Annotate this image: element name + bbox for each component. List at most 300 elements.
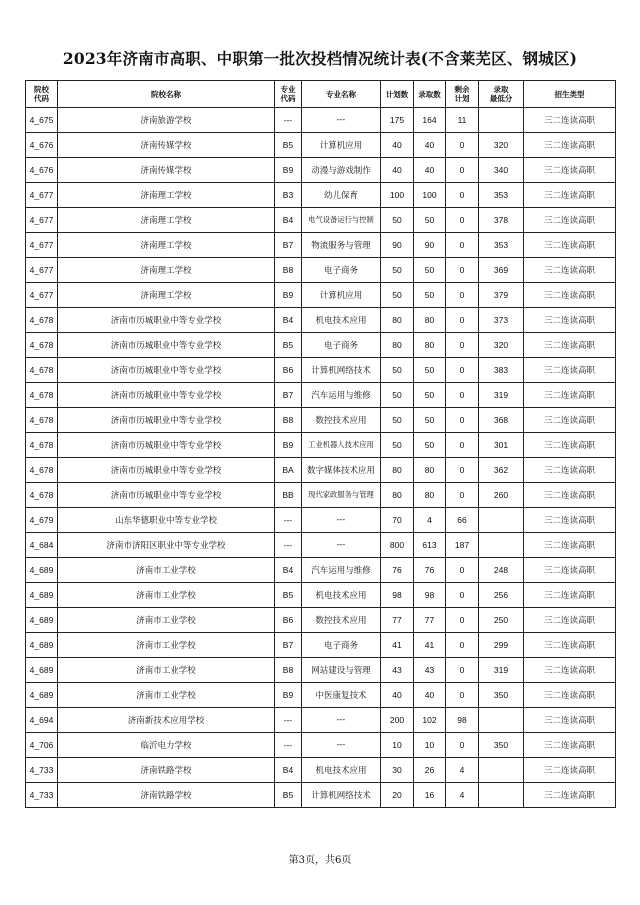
table-row: [26, 208, 616, 233]
school-name-cell: 济南市工业学校: [58, 583, 275, 608]
admitted-count-cell: 164: [414, 108, 446, 133]
admitted-count-cell: 90: [414, 233, 446, 258]
major-name-cell: 幼儿保育: [302, 183, 381, 208]
remaining-plan-cell: 11: [446, 108, 479, 133]
major-name-cell: 电子商务: [302, 333, 381, 358]
table-header-row: [26, 81, 616, 108]
major-code-cell: B9: [275, 683, 302, 708]
major-code-cell: B7: [275, 633, 302, 658]
remaining-plan-cell: 0: [446, 658, 479, 683]
table-row: [26, 258, 616, 283]
min-score-cell: 369: [479, 258, 524, 283]
page-number: 第3页，共6页: [288, 855, 352, 866]
plan-count-cell: 40: [381, 133, 414, 158]
admitted-count-cell: 50: [414, 208, 446, 233]
min-score-cell: 362: [479, 458, 524, 483]
major-code-cell: ---: [275, 508, 302, 533]
major-code-cell: ---: [275, 733, 302, 758]
school-code-cell: 4_678: [26, 358, 58, 383]
header-major-name-label: 专业名称: [326, 89, 356, 99]
major-name-cell: ---: [302, 533, 381, 558]
min-score-cell: 383: [479, 358, 524, 383]
remaining-plan-cell: 0: [446, 183, 479, 208]
major-code-cell: B5: [275, 783, 302, 808]
min-score-cell: 379: [479, 283, 524, 308]
enrollment-type-cell: 三二连读高职: [524, 258, 616, 283]
enrollment-type-cell: 三二连读高职: [524, 533, 616, 558]
plan-count-cell: 90: [381, 233, 414, 258]
school-code-cell: 4_689: [26, 583, 58, 608]
school-code-cell: 4_689: [26, 608, 58, 633]
header-school-code-line2: 代码: [34, 94, 49, 103]
remaining-plan-cell: 0: [446, 283, 479, 308]
school-code-cell: 4_677: [26, 183, 58, 208]
school-name-cell: 济南市历城职业中等专业学校: [58, 333, 275, 358]
min-score-cell: 340: [479, 158, 524, 183]
enrollment-type-cell: 三二连读高职: [524, 333, 616, 358]
remaining-plan-cell: 0: [446, 483, 479, 508]
min-score-cell: [479, 758, 524, 783]
plan-count-cell: 80: [381, 483, 414, 508]
min-score-cell: 350: [479, 683, 524, 708]
plan-count-cell: 80: [381, 333, 414, 358]
min-score-cell: 368: [479, 408, 524, 433]
table-row: [26, 708, 616, 733]
enrollment-type-cell: 三二连读高职: [524, 658, 616, 683]
plan-count-cell: 50: [381, 208, 414, 233]
header-major-code-line2: 代码: [280, 94, 296, 103]
remaining-plan-cell: 4: [446, 758, 479, 783]
enrollment-type-cell: 三二连读高职: [524, 783, 616, 808]
enrollment-type-cell: 三二连读高职: [524, 683, 616, 708]
admitted-count-cell: 40: [414, 158, 446, 183]
table-row: [26, 233, 616, 258]
table-row: [26, 383, 616, 408]
enrollment-type-cell: 三二连读高职: [524, 208, 616, 233]
admitted-count-cell: 50: [414, 358, 446, 383]
major-code-cell: B3: [275, 183, 302, 208]
table-row: [26, 758, 616, 783]
major-name-cell: 数控技术应用: [302, 608, 381, 633]
remaining-plan-cell: 0: [446, 208, 479, 233]
plan-count-cell: 80: [381, 458, 414, 483]
admission-table: [25, 80, 616, 808]
school-code-cell: 4_694: [26, 708, 58, 733]
table-row: [26, 483, 616, 508]
enrollment-type-cell: 三二连读高职: [524, 608, 616, 633]
major-name-cell: 物流服务与管理: [302, 233, 381, 258]
school-name-cell: 济南市历城职业中等专业学校: [58, 308, 275, 333]
table-body: [26, 108, 616, 808]
table-row: [26, 133, 616, 158]
enrollment-type-cell: 三二连读高职: [524, 458, 616, 483]
major-code-cell: BA: [275, 458, 302, 483]
major-code-cell: B8: [275, 408, 302, 433]
plan-count-cell: 50: [381, 433, 414, 458]
major-name-cell: 机电技术应用: [302, 583, 381, 608]
header-plan-count: [381, 81, 414, 108]
major-code-cell: B9: [275, 283, 302, 308]
admitted-count-cell: 77: [414, 608, 446, 633]
table-row: [26, 508, 616, 533]
school-name-cell: 济南市工业学校: [58, 683, 275, 708]
enrollment-type-cell: 三二连读高职: [524, 433, 616, 458]
min-score-cell: 250: [479, 608, 524, 633]
major-code-cell: ---: [275, 108, 302, 133]
school-code-cell: 4_678: [26, 483, 58, 508]
enrollment-type-cell: 三二连读高职: [524, 583, 616, 608]
major-code-cell: B6: [275, 608, 302, 633]
remaining-plan-cell: 0: [446, 383, 479, 408]
major-code-cell: B4: [275, 208, 302, 233]
enrollment-type-cell: 三二连读高职: [524, 708, 616, 733]
remaining-plan-cell: 0: [446, 458, 479, 483]
major-code-cell: B5: [275, 133, 302, 158]
table-row: [26, 783, 616, 808]
enrollment-type-cell: 三二连读高职: [524, 558, 616, 583]
school-code-cell: 4_678: [26, 308, 58, 333]
admitted-count-cell: 40: [414, 683, 446, 708]
plan-count-cell: 50: [381, 258, 414, 283]
admitted-count-cell: 50: [414, 258, 446, 283]
admitted-count-cell: 613: [414, 533, 446, 558]
school-name-cell: 济南新技术应用学校: [58, 708, 275, 733]
min-score-cell: 320: [479, 133, 524, 158]
school-name-cell: 济南市历城职业中等专业学校: [58, 383, 275, 408]
major-name-cell: 汽车运用与维修: [302, 383, 381, 408]
table-row: [26, 583, 616, 608]
school-name-cell: 济南理工学校: [58, 183, 275, 208]
enrollment-type-cell: 三二连读高职: [524, 383, 616, 408]
min-score-cell: 319: [479, 658, 524, 683]
header-min-score-line2: 最低分: [489, 94, 513, 103]
table-row: [26, 633, 616, 658]
admitted-count-cell: 80: [414, 458, 446, 483]
major-name-cell: 数控技术应用: [302, 408, 381, 433]
school-name-cell: 济南理工学校: [58, 208, 275, 233]
school-code-cell: 4_678: [26, 433, 58, 458]
plan-count-cell: 98: [381, 583, 414, 608]
enrollment-type-cell: 三二连读高职: [524, 633, 616, 658]
enrollment-type-cell: 三二连读高职: [524, 358, 616, 383]
major-name-cell: 机电技术应用: [302, 758, 381, 783]
school-code-cell: 4_733: [26, 783, 58, 808]
school-code-cell: 4_733: [26, 758, 58, 783]
school-name-cell: 济南铁路学校: [58, 758, 275, 783]
min-score-cell: 256: [479, 583, 524, 608]
school-code-cell: 4_678: [26, 458, 58, 483]
min-score-cell: 301: [479, 433, 524, 458]
header-enrollment-type: [524, 81, 616, 108]
school-name-cell: 济南理工学校: [58, 233, 275, 258]
school-code-cell: 4_677: [26, 233, 58, 258]
major-name-cell: ---: [302, 708, 381, 733]
major-code-cell: BB: [275, 483, 302, 508]
admitted-count-cell: 50: [414, 408, 446, 433]
min-score-cell: 299: [479, 633, 524, 658]
school-code-cell: 4_677: [26, 258, 58, 283]
remaining-plan-cell: 0: [446, 683, 479, 708]
admitted-count-cell: 43: [414, 658, 446, 683]
plan-count-cell: 77: [381, 608, 414, 633]
enrollment-type-cell: 三二连读高职: [524, 158, 616, 183]
remaining-plan-cell: 66: [446, 508, 479, 533]
admitted-count-cell: 10: [414, 733, 446, 758]
table-row: [26, 733, 616, 758]
major-name-cell: ---: [302, 508, 381, 533]
admitted-count-cell: 50: [414, 383, 446, 408]
plan-count-cell: 800: [381, 533, 414, 558]
major-name-cell: 计算机网络技术: [302, 358, 381, 383]
table-row: [26, 458, 616, 483]
school-code-cell: 4_677: [26, 283, 58, 308]
major-name-cell: 电子商务: [302, 633, 381, 658]
min-score-cell: [479, 783, 524, 808]
admitted-count-cell: 26: [414, 758, 446, 783]
major-code-cell: B4: [275, 558, 302, 583]
table-row: [26, 658, 616, 683]
enrollment-type-cell: 三二连读高职: [524, 733, 616, 758]
table-row: [26, 408, 616, 433]
table-row: [26, 608, 616, 633]
plan-count-cell: 50: [381, 408, 414, 433]
admitted-count-cell: 102: [414, 708, 446, 733]
school-code-cell: 4_706: [26, 733, 58, 758]
min-score-cell: 373: [479, 308, 524, 333]
enrollment-type-cell: 三二连读高职: [524, 408, 616, 433]
plan-count-cell: 10: [381, 733, 414, 758]
header-plan-count-label: 计划数: [385, 89, 409, 99]
enrollment-type-cell: 三二连读高职: [524, 108, 616, 133]
major-name-cell: 现代家政服务与管理: [302, 483, 381, 508]
plan-count-cell: 30: [381, 758, 414, 783]
major-code-cell: B7: [275, 233, 302, 258]
major-code-cell: ---: [275, 708, 302, 733]
remaining-plan-cell: 0: [446, 608, 479, 633]
major-code-cell: B6: [275, 358, 302, 383]
major-name-cell: 计算机网络技术: [302, 783, 381, 808]
min-score-cell: [479, 108, 524, 133]
major-name-cell: ---: [302, 733, 381, 758]
remaining-plan-cell: 0: [446, 558, 479, 583]
min-score-cell: [479, 508, 524, 533]
school-name-cell: 济南市工业学校: [58, 558, 275, 583]
admitted-count-cell: 76: [414, 558, 446, 583]
major-name-cell: 动漫与游戏制作: [302, 158, 381, 183]
admitted-count-cell: 16: [414, 783, 446, 808]
table-row: [26, 433, 616, 458]
header-admitted-count-label: 录取数: [418, 89, 441, 99]
school-name-cell: 济南市历城职业中等专业学校: [58, 408, 275, 433]
min-score-cell: [479, 533, 524, 558]
enrollment-type-cell: 三二连读高职: [524, 283, 616, 308]
remaining-plan-cell: 0: [446, 158, 479, 183]
min-score-cell: 353: [479, 183, 524, 208]
school-name-cell: 济南市工业学校: [58, 633, 275, 658]
major-name-cell: 网站建设与管理: [302, 658, 381, 683]
major-code-cell: B5: [275, 583, 302, 608]
school-name-cell: 济南市历城职业中等专业学校: [58, 433, 275, 458]
min-score-cell: 378: [479, 208, 524, 233]
admitted-count-cell: 98: [414, 583, 446, 608]
remaining-plan-cell: 0: [446, 308, 479, 333]
remaining-plan-cell: 187: [446, 533, 479, 558]
enrollment-type-cell: 三二连读高职: [524, 483, 616, 508]
min-score-cell: 260: [479, 483, 524, 508]
school-code-cell: 4_678: [26, 383, 58, 408]
plan-count-cell: 40: [381, 158, 414, 183]
header-major-code-line1: 专业: [280, 85, 296, 94]
school-code-cell: 4_676: [26, 133, 58, 158]
header-remaining-plan: [446, 81, 479, 108]
remaining-plan-cell: 0: [446, 433, 479, 458]
min-score-cell: 319: [479, 383, 524, 408]
header-school-code: [26, 81, 58, 108]
plan-count-cell: 175: [381, 108, 414, 133]
remaining-plan-cell: 0: [446, 583, 479, 608]
school-code-cell: 4_678: [26, 333, 58, 358]
major-code-cell: B9: [275, 433, 302, 458]
min-score-cell: 350: [479, 733, 524, 758]
table-row: [26, 358, 616, 383]
plan-count-cell: 50: [381, 383, 414, 408]
admitted-count-cell: 41: [414, 633, 446, 658]
major-code-cell: B8: [275, 658, 302, 683]
major-code-cell: B9: [275, 158, 302, 183]
school-name-cell: 济南铁路学校: [58, 783, 275, 808]
school-name-cell: 济南市工业学校: [58, 658, 275, 683]
school-name-cell: 济南理工学校: [58, 258, 275, 283]
school-code-cell: 4_684: [26, 533, 58, 558]
header-school-code-line1: 院校: [34, 85, 49, 94]
major-code-cell: B7: [275, 383, 302, 408]
header-school-name: [58, 81, 275, 108]
admitted-count-cell: 50: [414, 433, 446, 458]
remaining-plan-cell: 0: [446, 233, 479, 258]
plan-count-cell: 43: [381, 658, 414, 683]
remaining-plan-cell: 0: [446, 733, 479, 758]
remaining-plan-cell: 0: [446, 633, 479, 658]
remaining-plan-cell: 98: [446, 708, 479, 733]
header-min-score: [479, 81, 524, 108]
major-name-cell: 工业机器人技术应用: [302, 433, 381, 458]
major-code-cell: ---: [275, 533, 302, 558]
header-major-code: [275, 81, 302, 108]
enrollment-type-cell: 三二连读高职: [524, 758, 616, 783]
school-name-cell: 济南市历城职业中等专业学校: [58, 483, 275, 508]
plan-count-cell: 50: [381, 358, 414, 383]
school-name-cell: 山东华德职业中等专业学校: [58, 508, 275, 533]
major-name-cell: 电气设备运行与控制: [302, 208, 381, 233]
table-row: [26, 158, 616, 183]
admitted-count-cell: 80: [414, 308, 446, 333]
plan-count-cell: 50: [381, 283, 414, 308]
min-score-cell: 320: [479, 333, 524, 358]
remaining-plan-cell: 4: [446, 783, 479, 808]
school-name-cell: 临沂电力学校: [58, 733, 275, 758]
school-name-cell: 济南旅游学校: [58, 108, 275, 133]
major-name-cell: 计算机应用: [302, 133, 381, 158]
major-code-cell: B5: [275, 333, 302, 358]
table-row: [26, 558, 616, 583]
plan-count-cell: 40: [381, 683, 414, 708]
header-remaining-plan-line1: 剩余: [454, 85, 470, 94]
table-row: [26, 683, 616, 708]
remaining-plan-cell: 0: [446, 258, 479, 283]
school-code-cell: 4_679: [26, 508, 58, 533]
school-name-cell: 济南理工学校: [58, 283, 275, 308]
plan-count-cell: 100: [381, 183, 414, 208]
min-score-cell: 353: [479, 233, 524, 258]
remaining-plan-cell: 0: [446, 333, 479, 358]
major-code-cell: B8: [275, 258, 302, 283]
table-row: [26, 108, 616, 133]
header-major-name: [302, 81, 381, 108]
major-name-cell: 机电技术应用: [302, 308, 381, 333]
plan-count-cell: 80: [381, 308, 414, 333]
remaining-plan-cell: 0: [446, 133, 479, 158]
plan-count-cell: 20: [381, 783, 414, 808]
table-row: [26, 183, 616, 208]
school-code-cell: 4_678: [26, 408, 58, 433]
enrollment-type-cell: 三二连读高职: [524, 508, 616, 533]
admitted-count-cell: 4: [414, 508, 446, 533]
page-title: 2023年济南市高职、中职第一批次投档情况统计表(不含莱芜区、钢城区): [62, 49, 578, 68]
school-code-cell: 4_689: [26, 633, 58, 658]
school-code-cell: 4_676: [26, 158, 58, 183]
table-row: [26, 283, 616, 308]
remaining-plan-cell: 0: [446, 408, 479, 433]
enrollment-type-cell: 三二连读高职: [524, 183, 616, 208]
school-name-cell: 济南市济阳区职业中等专业学校: [58, 533, 275, 558]
major-name-cell: 中医康复技术: [302, 683, 381, 708]
major-name-cell: 数字媒体技术应用: [302, 458, 381, 483]
school-code-cell: 4_675: [26, 108, 58, 133]
plan-count-cell: 41: [381, 633, 414, 658]
major-name-cell: 电子商务: [302, 258, 381, 283]
header-remaining-plan-line2: 计划: [454, 94, 470, 103]
school-name-cell: 济南传媒学校: [58, 133, 275, 158]
school-code-cell: 4_689: [26, 658, 58, 683]
school-name-cell: 济南传媒学校: [58, 158, 275, 183]
min-score-cell: [479, 708, 524, 733]
table-row: [26, 333, 616, 358]
admitted-count-cell: 80: [414, 483, 446, 508]
school-name-cell: 济南市历城职业中等专业学校: [58, 458, 275, 483]
major-code-cell: B4: [275, 758, 302, 783]
admitted-count-cell: 50: [414, 283, 446, 308]
enrollment-type-cell: 三二连读高职: [524, 233, 616, 258]
school-name-cell: 济南市工业学校: [58, 608, 275, 633]
major-name-cell: 汽车运用与维修: [302, 558, 381, 583]
major-name-cell: ---: [302, 108, 381, 133]
enrollment-type-cell: 三二连读高职: [524, 133, 616, 158]
school-name-cell: 济南市历城职业中等专业学校: [58, 358, 275, 383]
header-enrollment-type-label: 招生类型: [554, 89, 585, 99]
header-school-name-label: 院校名称: [151, 89, 181, 99]
header-admitted-count: [414, 81, 446, 108]
school-code-cell: 4_677: [26, 208, 58, 233]
major-name-cell: 计算机应用: [302, 283, 381, 308]
plan-count-cell: 200: [381, 708, 414, 733]
table-row: [26, 308, 616, 333]
header-min-score-line1: 录取: [493, 85, 509, 94]
admitted-count-cell: 40: [414, 133, 446, 158]
remaining-plan-cell: 0: [446, 358, 479, 383]
enrollment-type-cell: 三二连读高职: [524, 308, 616, 333]
admitted-count-cell: 80: [414, 333, 446, 358]
admitted-count-cell: 100: [414, 183, 446, 208]
